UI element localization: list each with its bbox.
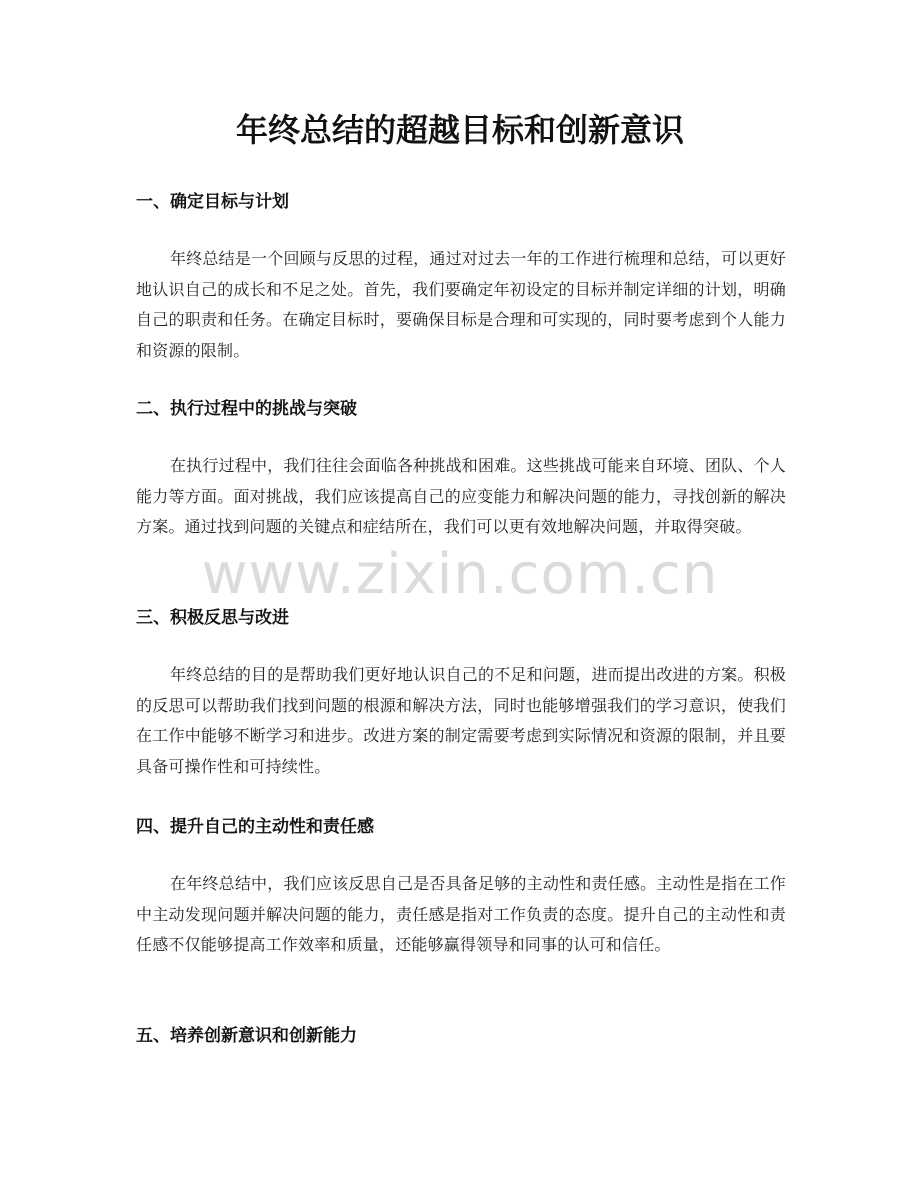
watermark: www.zixin.com.cn <box>201 542 719 607</box>
section-paragraph: 年终总结是一个回顾与反思的过程，通过对过去一年的工作进行梳理和总结，可以更好地认识自己的成长和不足之处。首先，我们要确定年初设定的目标并制定详细的计划，明确自己的职责和任务。在确定目标时，要确保目标是合理和可实现的，同时要考虑到个人能力和资源的限制。 <box>136 249 786 360</box>
document-title: 年终总结的超越目标和创新意识 <box>235 111 684 149</box>
section-3 <box>136 606 786 782</box>
section-heading: 二、执行过程中的挑战与突破 <box>136 399 357 419</box>
section-heading: 三、积极反思与改进 <box>136 608 289 628</box>
section-heading: 四、提升自己的主动性和责任感 <box>136 817 374 837</box>
section-paragraph: 在执行过程中，我们往往会面临各种挑战和困难。这些挑战可能来自环境、团队、个人能力等方面。面对挑战，我们应该提高自己的应变能力和解决问题的能力，寻找创新的解决方案。通过找到问题的关键点和症结所在，我们可以更有效地解决问题，并取得突破。 <box>136 456 786 536</box>
section-heading: 五、培养创新意识和创新能力 <box>136 1026 357 1046</box>
section-heading: 一、确定目标与计划 <box>136 192 289 212</box>
section-4 <box>136 815 786 961</box>
section-paragraph: 在年终总结中，我们应该反思自己是否具备足够的主动性和责任感。主动性是指在工作中主动发现问题并解决问题的能力，责任感是指对工作负责的态度。提升自己的主动性和责任感不仅能够提高工作效率和质量，还能够赢得领导和同事的认可和信任。 <box>136 874 786 954</box>
section-5 <box>136 1024 786 1048</box>
section-2 <box>136 397 786 543</box>
section-paragraph: 年终总结的目的是帮助我们更好地认识自己的不足和问题，进而提出改进的方案。积极的反思可以帮助我们找到问题的根源和解决方法，同时也能够增强我们的学习意识，使我们在工作中能够不断学习和进步。改进方案的制定需要考虑到实际情况和资源的限制，并且要具备可操作性和可持续性。 <box>136 665 786 776</box>
section-1 <box>136 190 786 366</box>
